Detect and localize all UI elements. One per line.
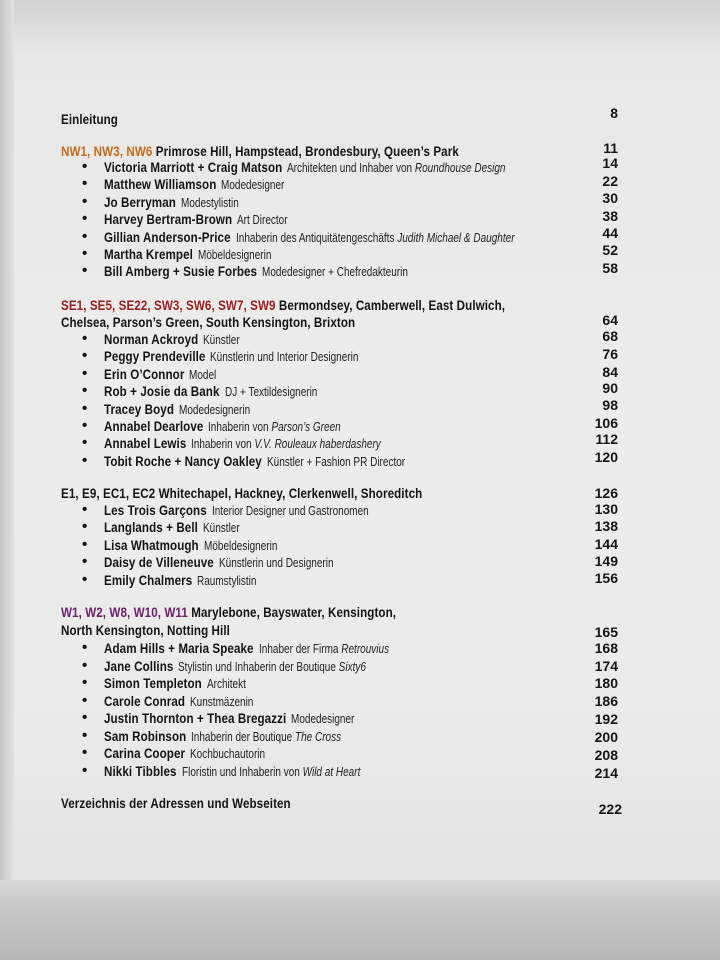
entry-role: Möbeldesignerin — [203, 538, 278, 553]
bullet: • — [82, 262, 88, 280]
entry-role: Inhaberin der Boutique — [191, 729, 293, 744]
bullet: • — [82, 175, 88, 193]
bullet: • — [82, 744, 88, 761]
entry-description — [181, 197, 239, 210]
list-item — [104, 729, 379, 745]
bullet: • — [82, 210, 88, 228]
entry-role: Art Director — [237, 213, 288, 228]
entry-page: 44 — [602, 225, 618, 241]
bullet: • — [82, 656, 88, 674]
section-title: Bermondsey, Camberwell, East Dulwich, — [278, 298, 506, 313]
bullet: • — [82, 570, 88, 588]
list-item — [104, 659, 413, 675]
entry-page: 112 — [595, 431, 618, 447]
entry-page: 98 — [602, 397, 618, 413]
entry-name: Victoria Marriott + Craig Matson — [104, 160, 283, 175]
entry-page: 208 — [594, 747, 618, 763]
entry-role: Modestylistin — [180, 195, 239, 210]
section-page: 64 — [602, 312, 618, 328]
entry-name: Gillian Anderson-Price — [104, 229, 231, 245]
entry-description — [197, 575, 256, 588]
entry-description — [259, 643, 389, 656]
entry-business: Sixty6 — [339, 659, 367, 674]
list-item — [104, 212, 300, 228]
entry-page: 130 — [594, 501, 618, 517]
entry-description — [189, 369, 216, 382]
entry-description — [208, 421, 341, 434]
list-item — [104, 177, 301, 193]
entry-name: Annabel Lewis — [104, 436, 187, 452]
page-fold — [0, 0, 14, 880]
entry-role: Inhaberin von — [191, 437, 253, 452]
list-item — [104, 711, 371, 727]
entry-description — [207, 678, 246, 691]
entry-business: V.V. Rouleaux haberdashery — [254, 437, 382, 452]
entry-role: Modedesigner — [291, 712, 355, 726]
entry-page: 30 — [602, 190, 618, 206]
entry-page: 144 — [594, 536, 618, 552]
entry-page: 192 — [594, 711, 618, 727]
section-title-line2: North Kensington, Notting Hill — [61, 623, 230, 638]
entry-name: Tobit Roche + Nancy Oakley — [104, 453, 262, 469]
entry-role: Inhaberin von — [208, 420, 270, 434]
section-heading-e — [61, 487, 422, 501]
entry-name: Norman Ackroyd — [104, 332, 199, 347]
entry-description — [190, 696, 253, 709]
list-item — [104, 573, 272, 589]
entry-name: Carina Cooper — [104, 746, 186, 761]
entry-description — [178, 661, 366, 674]
entry-description — [219, 557, 334, 570]
entry-page: 52 — [602, 242, 618, 258]
entry-business: Retrouvius — [340, 642, 389, 656]
bullet: • — [82, 227, 88, 245]
bullet: • — [82, 347, 88, 365]
entry-role: Künstlerin und Interior Designerin — [210, 350, 359, 365]
entry-page: 149 — [594, 553, 618, 569]
list-item — [104, 195, 253, 211]
bullet: • — [82, 674, 88, 691]
entry-description — [179, 404, 250, 417]
entry-description — [291, 713, 354, 726]
section-heading-se — [61, 299, 505, 313]
section-title: Whitechapel, Hackney, Clerkenwell, Shoreditch — [158, 486, 423, 501]
section-title-line2: Chelsea, Parson’s Green, South Kensington, Brixton — [61, 315, 356, 330]
bullet: • — [82, 382, 88, 400]
entry-page: 58 — [602, 260, 618, 276]
bullet: • — [82, 639, 88, 656]
entry-page: 90 — [602, 380, 618, 396]
list-item — [104, 230, 584, 246]
entry-name: Les Trois Garçons — [104, 503, 207, 518]
entry-description — [190, 748, 265, 761]
bullet: • — [82, 726, 88, 744]
list-item — [104, 555, 362, 571]
list-item — [104, 538, 295, 554]
list-item — [104, 641, 421, 657]
entry-name: Erin O’Connor — [104, 366, 185, 382]
entry-business: Roundhouse Design — [415, 161, 506, 175]
entry-description — [221, 179, 284, 192]
bullet: • — [82, 417, 88, 434]
bullet: • — [82, 553, 88, 571]
entry-name: Daisy de Villeneuve — [104, 555, 214, 571]
entry-name: Adam Hills + Maria Speake — [104, 641, 254, 656]
bullet: • — [82, 192, 88, 210]
entry-page: 68 — [602, 328, 618, 344]
intro-label: Einleitung — [61, 112, 118, 127]
entry-role: Raumstylistin — [197, 573, 257, 588]
entry-description — [191, 731, 341, 744]
entry-description — [191, 438, 381, 451]
list-item — [104, 264, 445, 280]
entry-role: DJ + Textildesignerin — [224, 385, 317, 400]
entry-page: 14 — [602, 155, 618, 171]
entry-page: 138 — [594, 518, 618, 534]
entry-name: Tracey Boyd — [104, 401, 174, 417]
entry-role: Model — [189, 367, 217, 382]
section-page: 11 — [603, 140, 618, 156]
entry-name: Carole Conrad — [104, 693, 186, 709]
bullet: • — [82, 158, 88, 175]
outro-page: 222 — [598, 801, 622, 817]
page-edge-shadow — [0, 872, 720, 960]
section-page: 126 — [594, 485, 618, 501]
entry-page: 156 — [594, 570, 618, 586]
entry-description — [198, 249, 271, 262]
entry-page: 200 — [594, 729, 618, 745]
bullet: • — [82, 518, 88, 536]
entry-page: 168 — [594, 640, 618, 656]
entry-role: Modedesigner + Chefredakteurin — [262, 265, 409, 280]
list-item — [104, 676, 255, 692]
section-codes: SE1, SE5, SE22, SW3, SW6, SW7, SW9 — [61, 298, 276, 313]
entry-name: Nikki Tibbles — [104, 763, 177, 779]
list-item — [104, 384, 340, 400]
entry-name: Martha Krempel — [104, 247, 193, 262]
entry-name: Matthew Williamson — [104, 177, 217, 193]
list-item — [104, 247, 290, 263]
section-heading-nw — [61, 145, 459, 159]
bullet: • — [82, 709, 88, 726]
list-item — [104, 694, 269, 710]
entry-name: Sam Robinson — [104, 728, 187, 744]
entry-role: Kochbuchautorin — [190, 747, 266, 761]
list-item — [104, 503, 408, 519]
section-codes: W1, W2, W8, W10, W11 — [61, 605, 188, 620]
entry-name: Harvey Bertram-Brown — [104, 212, 233, 228]
bullet: • — [82, 501, 88, 518]
entry-name: Jane Collins — [104, 658, 174, 674]
section-heading-w — [61, 606, 396, 620]
entry-name: Rob + Josie da Bank — [104, 384, 220, 400]
entry-description — [267, 456, 405, 469]
section-codes: NW1, NW3, NW6 — [61, 144, 153, 159]
entry-description — [182, 766, 360, 779]
section-title: Primrose Hill, Hampstead, Brondesbury, Queen’s Park — [155, 144, 459, 159]
entry-description — [212, 505, 369, 518]
list-item — [104, 160, 560, 176]
entry-role: Künstler — [203, 333, 241, 347]
entry-description — [225, 386, 317, 399]
bullet: • — [82, 434, 88, 452]
entry-role: Künstler — [202, 521, 240, 536]
entry-page: 76 — [602, 346, 618, 362]
entry-name: Annabel Dearlove — [104, 419, 204, 434]
bullet: • — [82, 535, 88, 553]
entry-description — [203, 334, 240, 347]
bullet: • — [82, 364, 88, 382]
entry-business: Judith Michael & Daughter — [396, 230, 515, 245]
entry-page: 38 — [602, 208, 618, 224]
entry-description — [262, 266, 408, 279]
outro-label: Verzeichnis der Adressen und Webseiten — [61, 796, 291, 811]
list-item — [104, 402, 268, 418]
entry-page: 180 — [594, 675, 618, 691]
entry-business: Parson’s Green — [271, 420, 342, 434]
entry-name: Bill Amberg + Susie Forbes — [104, 264, 258, 280]
entry-page: 84 — [602, 364, 618, 380]
entry-page: 106 — [594, 415, 618, 431]
section-title: Marylebone, Bayswater, Kensington, — [191, 605, 397, 620]
bullet: • — [82, 761, 88, 779]
entry-page: 120 — [594, 449, 618, 465]
entry-role: Inhaber der Firma — [258, 642, 339, 656]
entry-business: Wild at Heart — [302, 764, 360, 779]
entry-role: Architekt — [206, 677, 246, 691]
entry-description — [204, 540, 277, 553]
entry-business: The Cross — [295, 729, 342, 744]
bullet: • — [82, 330, 88, 347]
entry-name: Emily Chalmers — [104, 572, 193, 588]
entry-role: Stylistin und Inhaberin der Boutique — [178, 659, 337, 674]
list-item — [104, 419, 374, 435]
entry-role: Modedesignerin — [178, 402, 251, 417]
entry-name: Peggy Prendeville — [104, 349, 206, 365]
list-item — [104, 332, 249, 348]
list-item — [104, 436, 429, 452]
entry-page: 186 — [594, 693, 618, 709]
list-item — [104, 454, 439, 470]
list-item — [104, 349, 396, 365]
entry-name: Jo Berryman — [104, 194, 176, 210]
bullet: • — [82, 245, 88, 262]
entry-role: Künstler + Fashion PR Director — [266, 454, 405, 469]
bullet: • — [82, 691, 88, 709]
entry-name: Langlands + Bell — [104, 520, 198, 536]
entry-role: Künstlerin und Designerin — [218, 556, 334, 571]
entry-role: Interior Designer und Gastronomen — [211, 504, 369, 518]
entry-page: 22 — [602, 173, 618, 189]
intro-page: 8 — [610, 105, 618, 121]
entry-role: Inhaberin des Antiquitätengeschäfts — [235, 230, 395, 245]
bullet: • — [82, 399, 88, 417]
entry-role: Möbeldesignerin — [197, 248, 272, 262]
list-item — [104, 367, 223, 383]
entry-page: 174 — [594, 658, 618, 674]
entry-description — [237, 214, 288, 227]
entry-role: Floristin und Inhaberin von — [181, 764, 300, 779]
entry-name: Justin Thornton + Thea Bregazzi — [104, 711, 287, 726]
entry-description — [210, 351, 358, 364]
entry-page: 214 — [594, 765, 618, 781]
entry-name: Simon Templeton — [104, 676, 202, 691]
entry-role: Kunstmäzenin — [190, 694, 254, 709]
entry-role: Architekten und Inhaber von — [287, 161, 413, 175]
list-item — [104, 764, 404, 780]
bullet: • — [82, 451, 88, 469]
entry-description — [203, 522, 240, 535]
section-page: 165 — [594, 624, 618, 640]
section-codes: E1, E9, EC1, EC2 — [61, 486, 156, 501]
list-item — [104, 520, 249, 536]
entry-description — [236, 232, 515, 245]
entry-role: Modedesigner — [221, 178, 285, 193]
entry-description — [287, 162, 506, 175]
list-item — [104, 746, 284, 762]
entry-name: Lisa Whatmough — [104, 537, 199, 553]
